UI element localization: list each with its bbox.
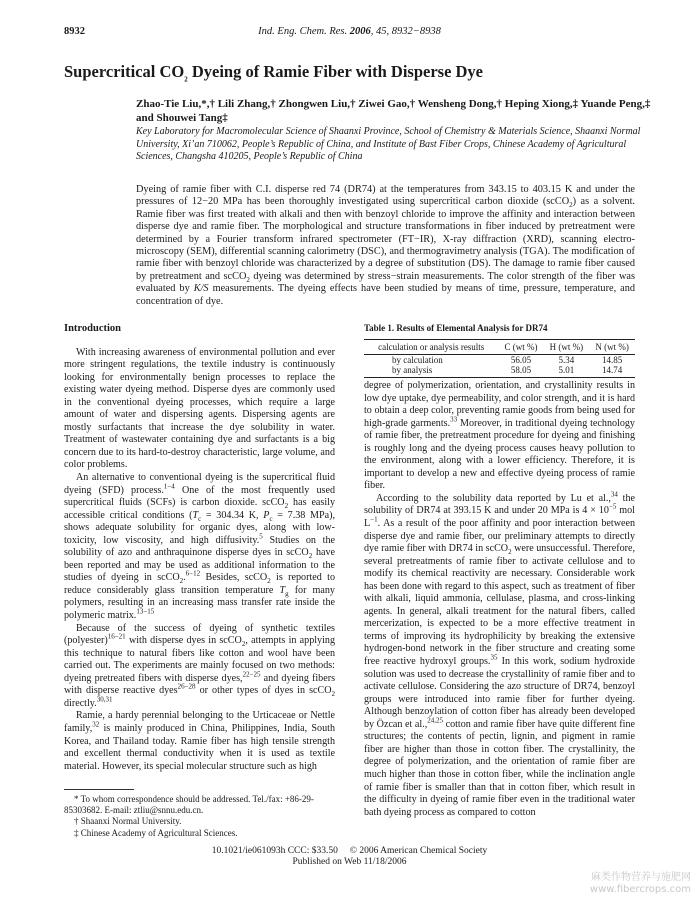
section-heading: Introduction: [64, 323, 121, 334]
affiliation: Key Laboratory for Macromolecular Science of Shaanxi Province, School of Chemistry & Materials Science, Shaanxi Normal University, Xi’an 710062, People’s Republic of China, and Institute of Bast Fiber Crops, Chinese Academy of Agricultural Sciences, Changsha 410205, People’s Republic of China: [136, 126, 641, 163]
table-header: H (wt %): [544, 340, 590, 355]
paragraph: An alternative to conventional dyeing is the supercritical fluid dyeing (SFD) process.$^{1-4}$ One of the most frequently used supercritical fluids (SCFs) is carbon dioxide. scCO$_2$ has easily accessible critical conditions ($T_c = 304.34$ K, $P_c = 7.38$ MPa), shows adequate solubility for organic dyes, along with low-toxicity, low viscosity, and high diffusivity.$^5$ Studies on the solubility of azo and anthraquinone disperse dyes in scCO$_2$ have been reported and may be used as additional information to the studies of dyeing in scCO$_2$.$^{6-12}$ Besides, scCO$_2$ is reported to reduce considerably glass transition temperature $T_g$ for many polymers, resulting in an increasing mass transfer rate inside the polymeric matrix.$^{13-15}$: [64, 472, 336, 622]
paragraph: According to the solubility data reported by Lu et al.,$^{34}$ the solubility of DR74 at 393.15 K and under 20 MPa is $4 \times 10^{-5}$ mol $L^{-1}$. As a result of the poor affinity and poor interaction between disperse dye and ramie fiber, our preliminary attempts to directly dye ramie fiber with DR74 in scCO$_2$ were unsuccessful. Therefore, several pretreatments of ramie fiber to activate cellulose and to modify its chemical reactivity are necessary. Considerable work has been done with regard to this aspect, such as treatment of fiber with alkali, liquid ammonia, cellulase, plasma, and cross-linking agents. In general, alkali treatment for the natural fibers, called mercerization, is expected to be a more effective treatment in terms of improving its hydrophilicity by breaking the extensive hydrogen-bond network in the fiber structure and creating some free reactive hydroxyl groups.$^{35}$ In this work, sodium hydroxide solution was used to decrease the crystallinity of ramie fiber and to activate cellulose. Considering the azo structure of DR74, benzoyl groups were introduced into ramie fiber for further dyeing. Although benzoylation of cotton fiber has already been developed by Özcan et al.,$^{24,25}$ cotton and ramie fiber have quite different fine structures; the contents of pectin, lignin, and pigment in ramie fiber are higher than those in cotton fiber. The crystallinity, the degree of polymerization, and the orientation of ramie fiber are much higher than those in cotton fiber, while the inclination angle of ramie fiber is smaller than that in cotton fiber, which result in the difficulty in dyeing of ramie fiber even in the traditional water bath dyeing process as compared to cotton: [364, 490, 636, 818]
footnote-rule: [64, 789, 134, 790]
table-header: calculation or analysis results: [364, 340, 498, 355]
footnote: † Shaanxi Normal University.: [74, 816, 182, 827]
footnote: * To whom correspondence should be addressed. Tel./fax: +86-29-85303682. E-mail: ztliu@snnu.edu.cn.: [64, 794, 314, 816]
table-1: [364, 323, 635, 378]
elemental-analysis-table: [364, 339, 635, 378]
page-footer: [0, 846, 699, 868]
published-date: Published on Web 11/18/2006: [292, 857, 407, 867]
paragraph: degree of polymerization, orientation, and crystallinity results in low dye uptake, dye permeability, and color strength, and it is hard to obtain a deep color, preventing ramie goods from being used for high-grade garments.$^{33}$ Moreover, in traditional dyeing technology of ramie fiber, the pretreatment procedure for dyeing and finishing is roughly long and the dyeing process causes heavy pollution to the environment, along with a lower efficiency. Therefore, it is important to develop a new and effective dyeing process of ramie fiber.: [364, 380, 635, 492]
table-row: by analysis 58.05 5.01 14.74: [364, 365, 635, 378]
watermark: 麻类作物营养与施肥网 www.fibercrops.com: [589, 872, 691, 895]
table-header: C (wt %): [498, 340, 543, 355]
left-column: [64, 323, 335, 773]
author-list: Zhao-Tie Liu,*,† Lili Zhang,† Zhongwen Liu,† Ziwei Gao,† Wensheng Dong,† Heping Xiong,‡ Yuande Peng,‡ and Shouwei Tang‡: [136, 98, 651, 124]
right-column: [364, 380, 635, 819]
footnote: ‡ Chinese Academy of Agricultural Sciences.: [74, 827, 238, 838]
page-number: 8932: [64, 26, 85, 37]
table-header: N (wt %): [589, 340, 635, 355]
article-title: Supercritical $CO_2$ Dyeing of Ramie Fiber with Disperse Dye: [64, 62, 484, 84]
paragraph: Because of the success of dyeing of synthetic textiles (polyester)$^{16-21}$ with disperse dyes in scCO$_2$, attempts in applying this technique to natural fibers like cotton and wool have been carried out. The experiments are mainly focused on two methods: dyeing pretreated fibers with disperse dyes,$^{22-25}$ and dyeing fibers with disperse reactive dyes$^{26-28}$ or other types of dyes in scCO$_2$ directly.$^{30,31}$: [64, 622, 336, 709]
journal-citation: Ind. Eng. Chem. Res. 2006, 45, 8932−8938: [258, 26, 441, 37]
running-header: [64, 26, 635, 40]
doi-line: 10.1021/ie061093h CCC: $33.50 © 2006 American Chemical Society: [211, 846, 488, 856]
table-caption: Table 1. Results of Elemental Analysis for DR74: [364, 323, 548, 333]
paragraph: With increasing awareness of environmental pollution and ever more stringent regulations, the textile industry is continuously looking for environmentally benign processes to replace the existing water dyeing method. Disperse dyes are commonly used in the conventional dyeing processes, which require a large amount of water and dispersing agents. Dispersing agents are mostly surfactants that increase the dye solubility in water. Treatment of wastewater containing dye and surfactants is a big concern due to its hard-to-destroy characteristic, large volume, and color problems.: [64, 346, 335, 471]
paragraph: Ramie, a hardy perennial belonging to the Urticaceae or Nettle family,$^{32}$ is mainly produced in China, Philippines, India, South Korea, and Thailand today. Ramie fiber has high tensile strength and excellent thermal conductivity when it is used as textile material. However, its special molecular structure such as high: [64, 710, 335, 772]
table-row: by calculation 56.05 5.34 14.85: [392, 355, 623, 365]
footnotes: [64, 794, 335, 839]
abstract: Dyeing of ramie fiber with C.I. disperse red 74 (DR74) at the temperatures from 343.15 to 403.15 K and under the pressures of 12−20 MPa has been thoroughly investigated using supercritical carbon dioxide (scCO$_2$) as a solvent. Ramie fiber was first treated with alkali and then with benzoyl chloride to improve the affinity and interaction between disperse dye and ramie fiber. The morphological and structure transformations in fiber induced by pretreatment were determined by a Fourier transform infrared spectrometer (FT−IR), X-ray diffraction (XRD), scanning electro-microscopy (SEM), differential scanning calorimetry (DSC), and thermogravimetry analysis (TGA). The modification of ramie fiber with benzoyl chloride was characterized by a degree of substitution (DS). The damage to ramie fiber caused by pretreatment and scCO$_2$ dyeing was determined by stress−strain measurements. The color strength of the fiber was evaluated by K/S measurements. The dyeing effects have been studied by means of time, pressure, temperature, and concentration of dye.: [136, 184, 636, 307]
